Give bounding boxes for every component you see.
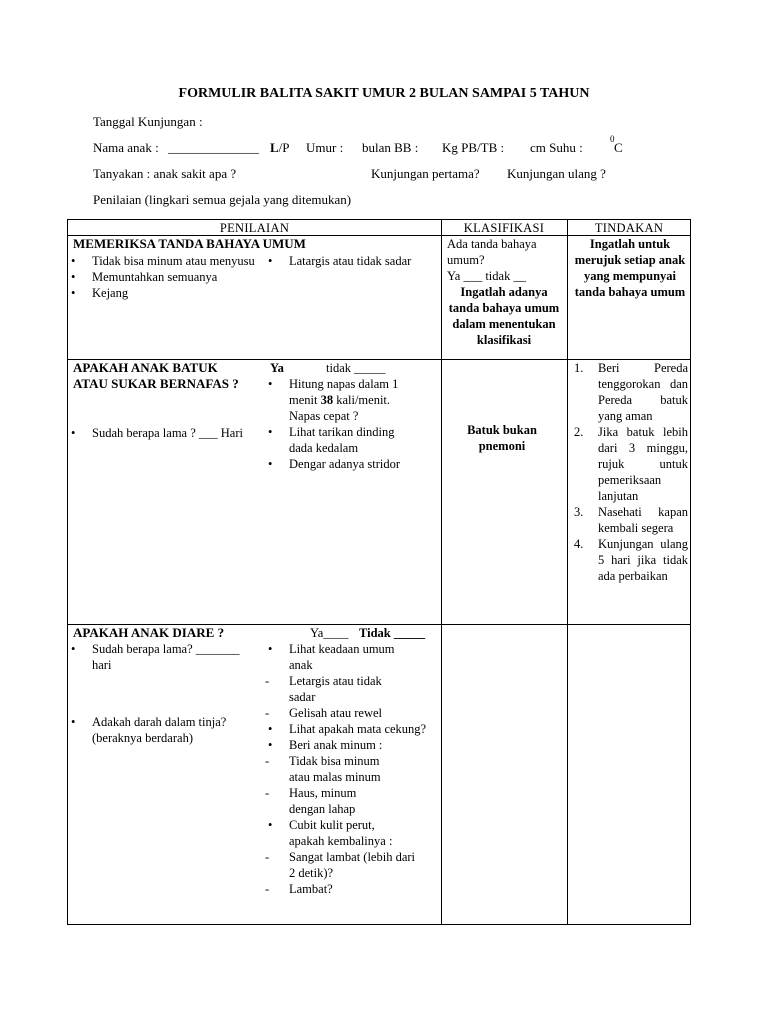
celsius-label: C — [614, 140, 623, 155]
row1-tindakan: Ingatlah untuk merujuk setiap anak yang mempunyai tanda bahaya umum — [574, 237, 686, 299]
list-number: 4. — [574, 537, 584, 551]
row2-heading: APAKAH ANAK BATUK ATAU SUKAR BERNAFAS ? — [73, 360, 239, 391]
row2-tindakan-list — [574, 360, 688, 584]
degree-mark: 0 — [610, 134, 615, 144]
list-item[interactable]: • Sudah berapa lama ? ___ Hari — [68, 425, 258, 441]
row3-ya[interactable]: Ya____ — [310, 626, 349, 640]
penilaian-instruction: Penilaian (lingkari semua gejala yang ditemukan) — [93, 192, 352, 207]
row1-klasifikasi-note: Ingatlah adanya tanda bahaya umum dalam menentukan klasifikasi — [448, 285, 560, 347]
sub-item[interactable]: - Tidak bisa minum atau malas minum — [265, 753, 400, 785]
bulan-bb-label: bulan BB : — [362, 140, 419, 155]
list-item[interactable]: • Lihat tarikan dinding dada kedalam — [265, 424, 415, 456]
tanyakan-label: Tanyakan : anak sakit apa ? — [93, 166, 237, 181]
row2-right-list — [265, 376, 415, 472]
header-klasifikasi: KLASIFIKASI — [463, 221, 545, 235]
cm-suhu-label: cm Suhu : — [530, 140, 583, 155]
nama-anak-label: Nama anak : — [93, 140, 159, 155]
row3-right-list — [265, 641, 435, 897]
kg-pb-tb-label: Kg PB/TB : — [442, 140, 505, 155]
list-number: 3. — [574, 505, 584, 519]
col-divider-1 — [441, 220, 442, 924]
tindakan-text: Beri Pereda tenggorokan dan Pereda batuk yang aman — [598, 361, 688, 423]
list-item[interactable]: • Tidak bisa minum atau menyusu — [68, 253, 263, 269]
sub-item[interactable]: - Letargis atau tidak sadar — [265, 673, 404, 705]
list-item[interactable]: • Dengar adanya stridor — [265, 456, 415, 472]
sub-list — [265, 673, 404, 721]
list-item — [574, 424, 688, 504]
tanggal-kunjungan-label: Tanggal Kunjungan : — [93, 114, 203, 129]
row2-klasifikasi: Batuk bukan pnemoni — [467, 423, 537, 453]
header-penilaian: PENILAIAN — [219, 221, 290, 235]
sub-list — [265, 849, 415, 897]
row1-right-list — [265, 253, 440, 269]
row1-ya-tidak[interactable]: Ya ___ tidak __ — [447, 269, 526, 283]
row3-left-list — [68, 641, 258, 746]
list-item[interactable]: • Latargis atau tidak sadar — [265, 253, 440, 269]
kunjungan-pertama[interactable]: Kunjungan pertama? — [371, 166, 480, 181]
list-item — [574, 536, 688, 584]
tindakan-text: Nasehati kapan kembali segera — [598, 505, 688, 535]
hitung-text-end: kali/menit. Napas cepat ? — [289, 393, 391, 423]
gender-l: L — [270, 140, 279, 155]
minum-text: Beri anak minum : — [289, 738, 383, 752]
list-item[interactable] — [265, 641, 404, 721]
col-divider-2 — [567, 220, 568, 924]
form-title: FORMULIR BALITA SAKIT UMUR 2 BULAN SAMPAI 5 TAHUN — [178, 86, 590, 101]
list-item[interactable] — [265, 376, 415, 424]
list-item — [574, 360, 688, 424]
kunjungan-ulang[interactable]: Kunjungan ulang ? — [507, 166, 606, 181]
row2-tidak[interactable]: tidak _____ — [326, 361, 386, 375]
gender-lp[interactable] — [270, 140, 290, 156]
cubit-text: Cubit kulit perut, apakah kembalinya : — [289, 818, 393, 848]
list-item[interactable]: • Adakah darah dalam tinja? (beraknya berdarah) — [68, 714, 258, 746]
hitung-value: 38 — [320, 393, 334, 407]
tindakan-text: Jika batuk lebih dari 3 minggu, rujuk untuk pemeriksaan lanjutan — [598, 425, 688, 503]
sub-item[interactable]: - Gelisah atau rewel — [265, 705, 404, 721]
sub-item[interactable]: - Sangat lambat (lebih dari 2 detik)? — [265, 849, 415, 881]
row1-klasifikasi-question: Ada tanda bahaya umum? — [447, 237, 537, 267]
list-item[interactable]: • Lihat apakah mata cekung? — [265, 721, 435, 737]
sub-item[interactable]: - Lambat? — [265, 881, 415, 897]
list-item[interactable]: • Sudah berapa lama? _______ hari — [68, 641, 258, 673]
row3-tidak[interactable]: Tidak _____ — [359, 626, 426, 640]
nama-anak-field[interactable]: ______________ — [168, 140, 259, 155]
assessment-table — [67, 219, 691, 925]
list-item[interactable]: • Memuntahkan semuanya — [68, 269, 263, 285]
list-item[interactable] — [265, 817, 416, 897]
list-number: 2. — [574, 425, 584, 439]
list-item[interactable]: • Kejang — [68, 285, 263, 301]
row1-heading: MEMERIKSA TANDA BAHAYA UMUM — [73, 236, 306, 251]
row2-left-list — [68, 425, 258, 441]
row1-left-list — [68, 253, 263, 301]
umur-label: Umur : — [306, 140, 344, 155]
list-item[interactable] — [265, 737, 435, 817]
lihat-text: Lihat keadaan umum anak — [289, 642, 395, 672]
sub-list — [265, 753, 400, 817]
list-item — [574, 504, 688, 536]
gender-p: /P — [278, 140, 290, 155]
sub-item[interactable]: - Haus, minum dengan lahap — [265, 785, 379, 817]
header-tindakan: TINDAKAN — [594, 221, 664, 235]
tindakan-text: Kunjungan ulang 5 hari jika tidak ada perbaikan — [598, 537, 688, 583]
row3-heading: APAKAH ANAK DIARE ? — [73, 625, 225, 640]
list-number: 1. — [574, 361, 584, 375]
row2-ya[interactable]: Ya — [270, 361, 284, 375]
hitung-text: Hitung napas dalam 1 menit — [289, 377, 399, 407]
